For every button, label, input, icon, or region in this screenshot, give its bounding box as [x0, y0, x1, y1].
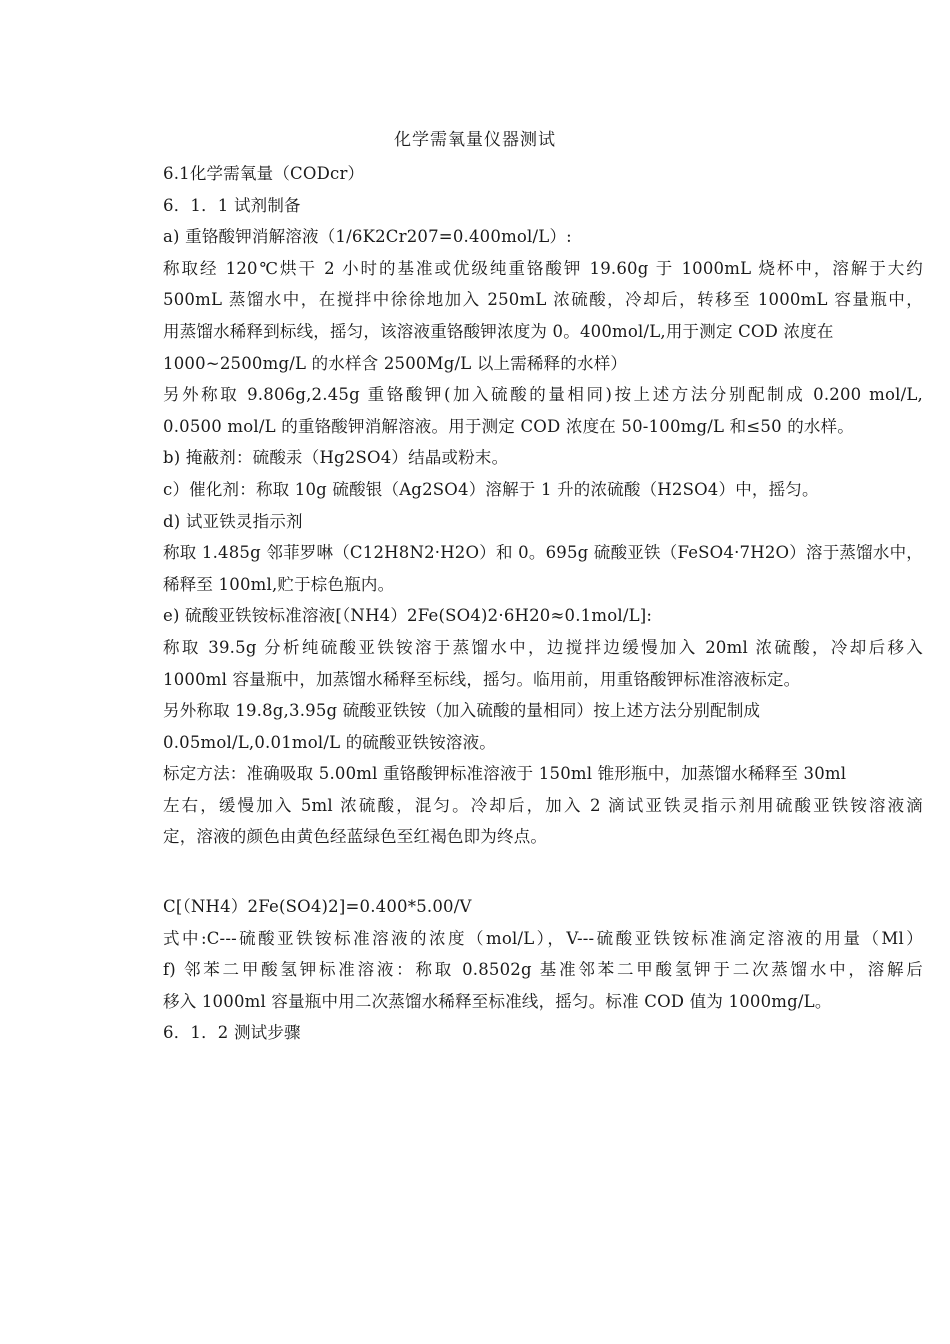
paragraph-line: 500mL 蒸馏水中，在搅拌中徐徐地加入 250mL 浓硫酸，冷却后，转移至 1000mL 容量瓶中，: [163, 290, 923, 310]
paragraph-line: 另外称取 9.806g,2.45g 重铬酸钾(加入硫酸的量相同)按上述方法分别配制成 0.200 mol/L,: [163, 385, 923, 405]
paragraph-line: 1000~2500mg/L 的水样含 2500Mg/L 以上需稀释的水样）: [163, 353, 628, 373]
paragraph-line: 稀释至 100ml,贮于棕色瓶内。: [163, 574, 395, 594]
paragraph-line: 用蒸馏水稀释到标线，摇匀，该溶液重铬酸钾浓度为 0。400mol/L,用于测定 COD 浓度在: [163, 321, 834, 341]
item-c: c）催化剂：称取 10g 硫酸银（Ag2SO4）溶解于 1 升的浓硫酸（H2SO4）中，摇匀。: [163, 479, 819, 499]
paragraph-line: 1000ml 容量瓶中，加蒸馏水稀释至标线，摇匀。临用前，用重铬酸钾标准溶液标定。: [163, 669, 801, 689]
item-b: b) 掩蔽剂：硫酸汞（Hg2SO4）结晶或粉末。: [163, 448, 509, 468]
paragraph-line: 称取经 120℃烘干 2 小时的基准或优级纯重铬酸钾 19.60g 于 1000mL 烧杯中，溶解于大约: [163, 258, 923, 278]
subsection-heading-6-1-2: 6．1．2 测试步骤: [163, 1023, 301, 1043]
item-d-heading: d) 试亚铁灵指示剂: [163, 511, 303, 531]
paragraph-line: 移入 1000ml 容量瓶中用二次蒸馏水稀释至标准线，摇匀。标准 COD 值为 1000mg/L。: [163, 991, 832, 1011]
paragraph-line: 标定方法：准确吸取 5.00ml 重铬酸钾标准溶液于 150ml 锥形瓶中，加蒸馏水稀释至 30ml: [163, 764, 847, 784]
formula: C[（NH4）2Fe(SO4)2]=0.400*5.00/V: [163, 897, 472, 917]
item-a-heading: a) 重铬酸钾消解溶液（1/6K2Cr207=0.400mol/L）:: [163, 227, 572, 247]
paragraph-line: 另外称取 19.8g,3.95g 硫酸亚铁铵（加入硫酸的量相同）按上述方法分别配制成: [163, 701, 761, 721]
subsection-heading-6-1-1: 6．1．1 试剂制备: [163, 195, 301, 215]
paragraph-line: 定，溶液的颜色由黄色经蓝绿色至红褐色即为终点。: [163, 827, 548, 847]
blank-line: [163, 853, 923, 891]
paragraph-line: 左右，缓慢加入 5ml 浓硫酸，混匀。冷却后，加入 2 滴试亚铁灵指示剂用硫酸亚铁铵溶液滴: [163, 795, 923, 815]
paragraph-line: 称取 39.5g 分析纯硫酸亚铁铵溶于蒸馏水中，边搅拌边缓慢加入 20ml 浓硫酸，冷却后移入: [163, 637, 923, 657]
formula-legend: 式中:C---硫酸亚铁铵标准溶液的浓度（mol/L），V---硫酸亚铁铵标准滴定溶液的用量（Ml）: [163, 928, 923, 948]
paragraph-line: 0.0500 mol/L 的重铬酸钾消解溶液。用于测定 COD 浓度在 50-100mg/L 和≤50 的水样。: [163, 416, 855, 436]
document-title: 化学需氧量仪器测试: [394, 130, 556, 150]
document-body: [163, 158, 923, 1049]
item-e-heading: e) 硫酸亚铁铵标准溶液[（NH4）2Fe(SO4)2·6H20≈0.1mol/L]:: [163, 606, 653, 626]
section-heading-6-1: 6.1化学需氧量（CODcr）: [163, 164, 365, 183]
item-f: f) 邻苯二甲酸氢钾标准溶液：称取 0.8502g 基准邻苯二甲酸氢钾于二次蒸馏水中，溶解后: [163, 960, 923, 980]
paragraph-line: 0.05mol/L,0.01mol/L 的硫酸亚铁铵溶液。: [163, 732, 497, 752]
paragraph-line: 称取 1.485g 邻菲罗啉（C12H8N2·H2O）和 0。695g 硫酸亚铁（FeSO4·7H2O）溶于蒸馏水中，: [163, 543, 923, 563]
